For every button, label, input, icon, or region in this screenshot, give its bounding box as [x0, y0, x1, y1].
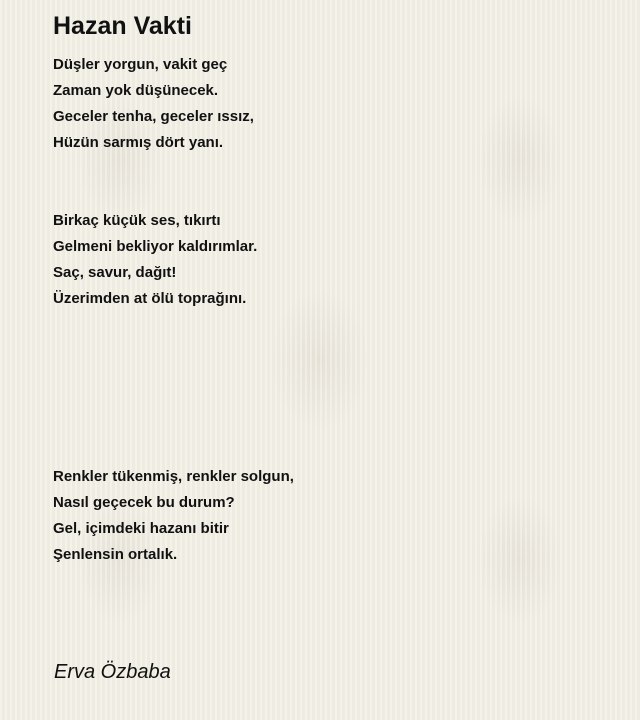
poem-line: Şenlensin ortalık.: [53, 546, 178, 563]
poem-line: Birkaç küçük ses, tıkırtı: [53, 212, 221, 229]
stanza-1: [53, 52, 254, 156]
stanza-2: [53, 208, 257, 312]
poem-author: Erva Özbaba: [54, 661, 171, 683]
poem-line: Zaman yok düşünecek.: [53, 82, 219, 99]
poem-title: Hazan Vakti: [53, 12, 192, 40]
poem-line: Üzerimden at ölü toprağını.: [53, 290, 247, 307]
poem-line: Düşler yorgun, vakit geç: [53, 56, 228, 73]
poem-line: Saç, savur, dağıt!: [53, 264, 177, 281]
poem-line: Renkler tükenmiş, renkler solgun,: [53, 468, 294, 485]
poem-line: Hüzün sarmış dört yanı.: [53, 134, 224, 151]
poem-line: Gelmeni bekliyor kaldırımlar.: [53, 238, 258, 255]
poem-line: Gel, içimdeki hazanı bitir: [53, 520, 229, 537]
stanza-3: [53, 464, 294, 568]
poem-line: Geceler tenha, geceler ıssız,: [53, 108, 254, 125]
poem-line: Nasıl geçecek bu durum?: [53, 494, 235, 511]
